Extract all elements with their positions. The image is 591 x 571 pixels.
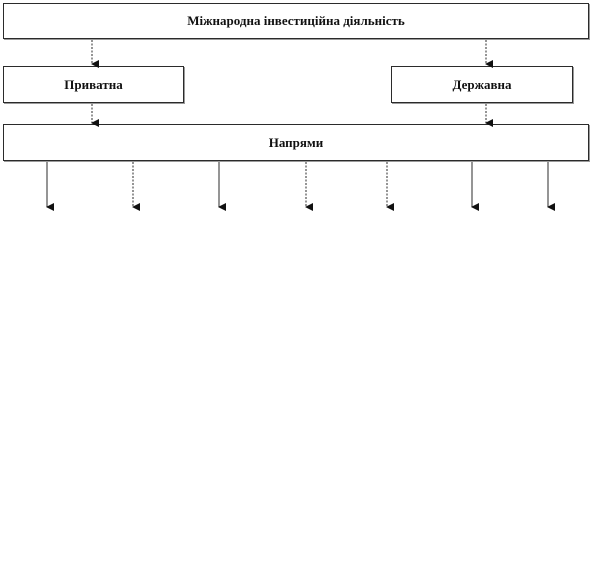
- private-box: [3, 66, 184, 103]
- state-label: Державна: [452, 76, 512, 92]
- directions-box: [3, 124, 589, 161]
- direction-arrows-group: [47, 162, 548, 207]
- private-label: Приватна: [64, 76, 123, 92]
- state-box: [391, 66, 573, 103]
- directions-label: Напрями: [268, 134, 324, 150]
- root-label: Міжнародна інвестиційна діяльність: [187, 13, 405, 28]
- root-box: [3, 3, 589, 39]
